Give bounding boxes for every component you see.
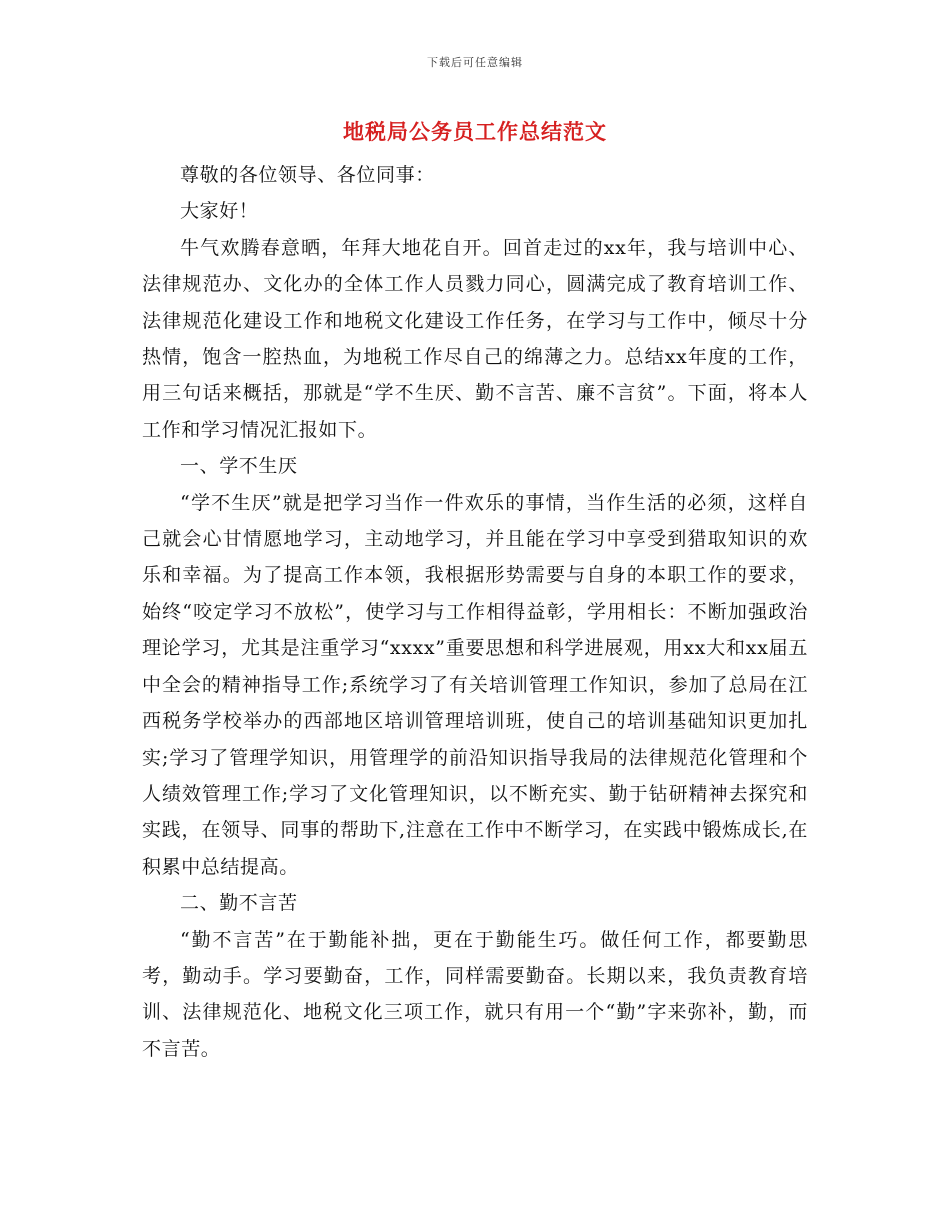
salutation: 尊敬的各位领导、各位同事： xyxy=(180,164,435,186)
section-heading-2: 二、勤不言苦 xyxy=(180,892,298,915)
intro-paragraph: 牛气欢腾春意晒，年拜大地花自开。回首走过的xx年，我与培训中心、法律规范办、文化办的全体工作人员戮力同心，圆满完成了教育培训工作、法律规范化建设工作和地税文化建设工作任务，在学习与工作中，倾尽十分热情，饱含一腔热血，为地税工作尽自己的绵薄之力。总结xx年度的工作，用三句话来概括，那就是“学不生厌、勤不言苦、廉不言贫”。下面，将本人工作和学习情况汇报如下。 xyxy=(142,236,808,441)
document-body xyxy=(142,157,808,1067)
document-title: 地税局公务员工作总结范文 xyxy=(343,119,607,144)
section-2-paragraph: “勤不言苦”在于勤能补拙，更在于勤能生巧。做任何工作，都要勤思考，勤动手。学习要勤奋，工作，同样需要勤奋。长期以来，我负责教育培训、法律规范化、地税文化三项工作，就只有用一个“勤”字来弥补，勤，而不言苦。 xyxy=(142,928,808,1060)
section-heading-1: 一、学不生厌 xyxy=(180,455,298,478)
header-note: 下载后可任意编辑 xyxy=(427,56,523,69)
greeting: 大家好！ xyxy=(180,200,259,223)
section-1-paragraph: “学不生厌”就是把学习当作一件欢乐的事情，当作生活的必须，这样自己就会心甘情愿地学习，主动地学习，并且能在学习中享受到猎取知识的欢乐和幸福。为了提高工作本领，我根据形势需要与自身的本职工作的要求，始终“咬定学习不放松”，使学习与工作相得益彰，学用相长：不断加强政治理论学习，尤其是注重学习“xxxx”重要思想和科学进展观，用xx大和xx届五中全会的精神指导工作;系统学习了有关培训管理工作知识，参加了总局在江西税务学校举办的西部地区培训管理培训班，使自己的培训基础知识更加扎实;学习了管理学知识，用管理学的前沿知识指导我局的法律规范化管理和个人绩效管理工作;学习了文化管理知识，以不断充实、勤于钻研精神去探究和实践，在领导、同事的帮助下,注意在工作中不断学习，在实践中锻炼成长,在积累中总结提高。 xyxy=(142,491,808,878)
